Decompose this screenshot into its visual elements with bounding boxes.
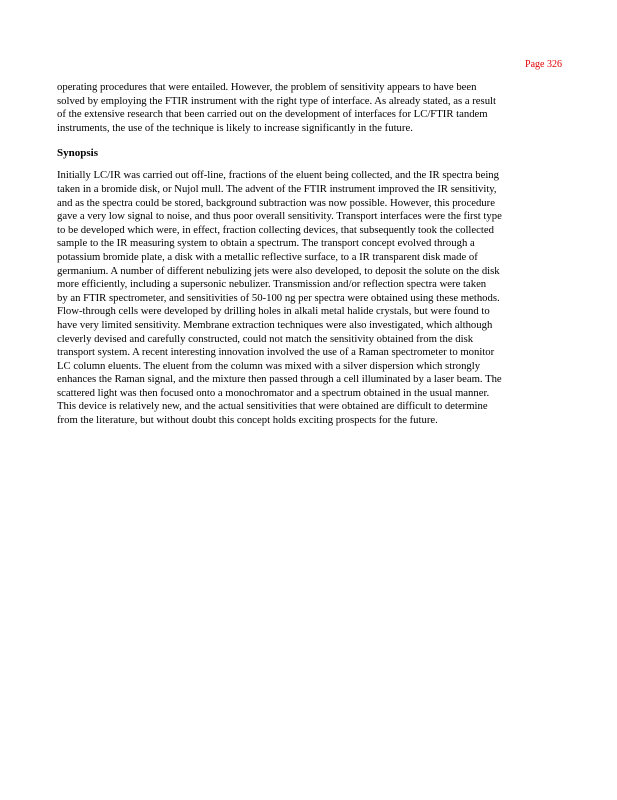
text-line: more efficiently, including a supersonic nebulizer. Transmission and/or reflection spectra were taken (57, 278, 487, 291)
text-line: germanium. A number of different nebulizing jets were also developed, to deposit the solute on the disk (57, 264, 500, 277)
text-line: and as the spectra could be stored, background subtraction was now possible. However, this procedure (57, 196, 495, 209)
text-line: gave a very low signal to noise, and thus poor overall sensitivity. Transport interfaces were the first type (57, 210, 502, 223)
text-line: taken in a bromide disk, or Nujol mull. The advent of the FTIR instrument improved the IR sensitivity, (57, 182, 497, 195)
text-line: potassium bromide plate, a disk with a metallic reflective surface, to a IR transparent disk made of (57, 250, 478, 263)
text-line: Initially LC/IR was carried out off-line, fractions of the eluent being collected, and the IR spectra being (57, 169, 499, 182)
text-line: Flow-through cells were developed by drilling holes in alkali metal halide crystals, but were found to (57, 305, 490, 318)
text-line: to be developed which were, in effect, fraction collecting devices, that subsequently took the collected (57, 223, 494, 236)
text-line: instruments, the use of the technique is likely to increase significantly in the future. (57, 121, 413, 134)
text-line: operating procedures that were entailed. However, the problem of sensitivity appears to have been (57, 81, 477, 93)
text-line: transport system. A recent interesting innovation involved the use of a Raman spectrometer to monitor (57, 346, 495, 359)
text-line: LC column eluents. The eluent from the column was mixed with a silver dispersion which strongly (57, 359, 481, 372)
text-line: enhances the Raman signal, and the mixture then passed through a cell illuminated by a laser beam. The (57, 373, 502, 386)
text-line: sample to the IR measuring system to obtain a spectrum. The transport concept evolved through a (57, 237, 475, 250)
text-line: by an FTIR spectrometer, and sensitivities of 50-100 ng per spectra were obtained using these methods. (57, 291, 500, 304)
text-line: This device is relatively new, and the actual sensitivities that were obtained are difficult to determine (57, 400, 488, 413)
text-line: have very limited sensitivity. Membrane extraction techniques were also investigated, which although (57, 318, 493, 331)
text-line: from the literature, but without doubt this concept holds exciting prospects for the future. (57, 414, 438, 427)
page-number: Page 326 (525, 59, 562, 70)
text-line: of the extensive research that been carried out on the development of interfaces for LC/FTIR tandem (57, 108, 488, 121)
intro-paragraph (57, 81, 563, 135)
text-line: solved by employing the FTIR instrument with the right type of interface. As already stated, as a result (57, 94, 496, 107)
text-line: scattered light was then focused onto a monochromator and a spectrum obtained in the usual manner. (57, 386, 490, 399)
synopsis-heading: Synopsis (57, 147, 98, 160)
synopsis-paragraph (57, 169, 563, 427)
text-line: cleverly devised and carefully constructed, could not match the sensitivity obtained from the disk (57, 332, 474, 345)
document-body (57, 81, 563, 428)
